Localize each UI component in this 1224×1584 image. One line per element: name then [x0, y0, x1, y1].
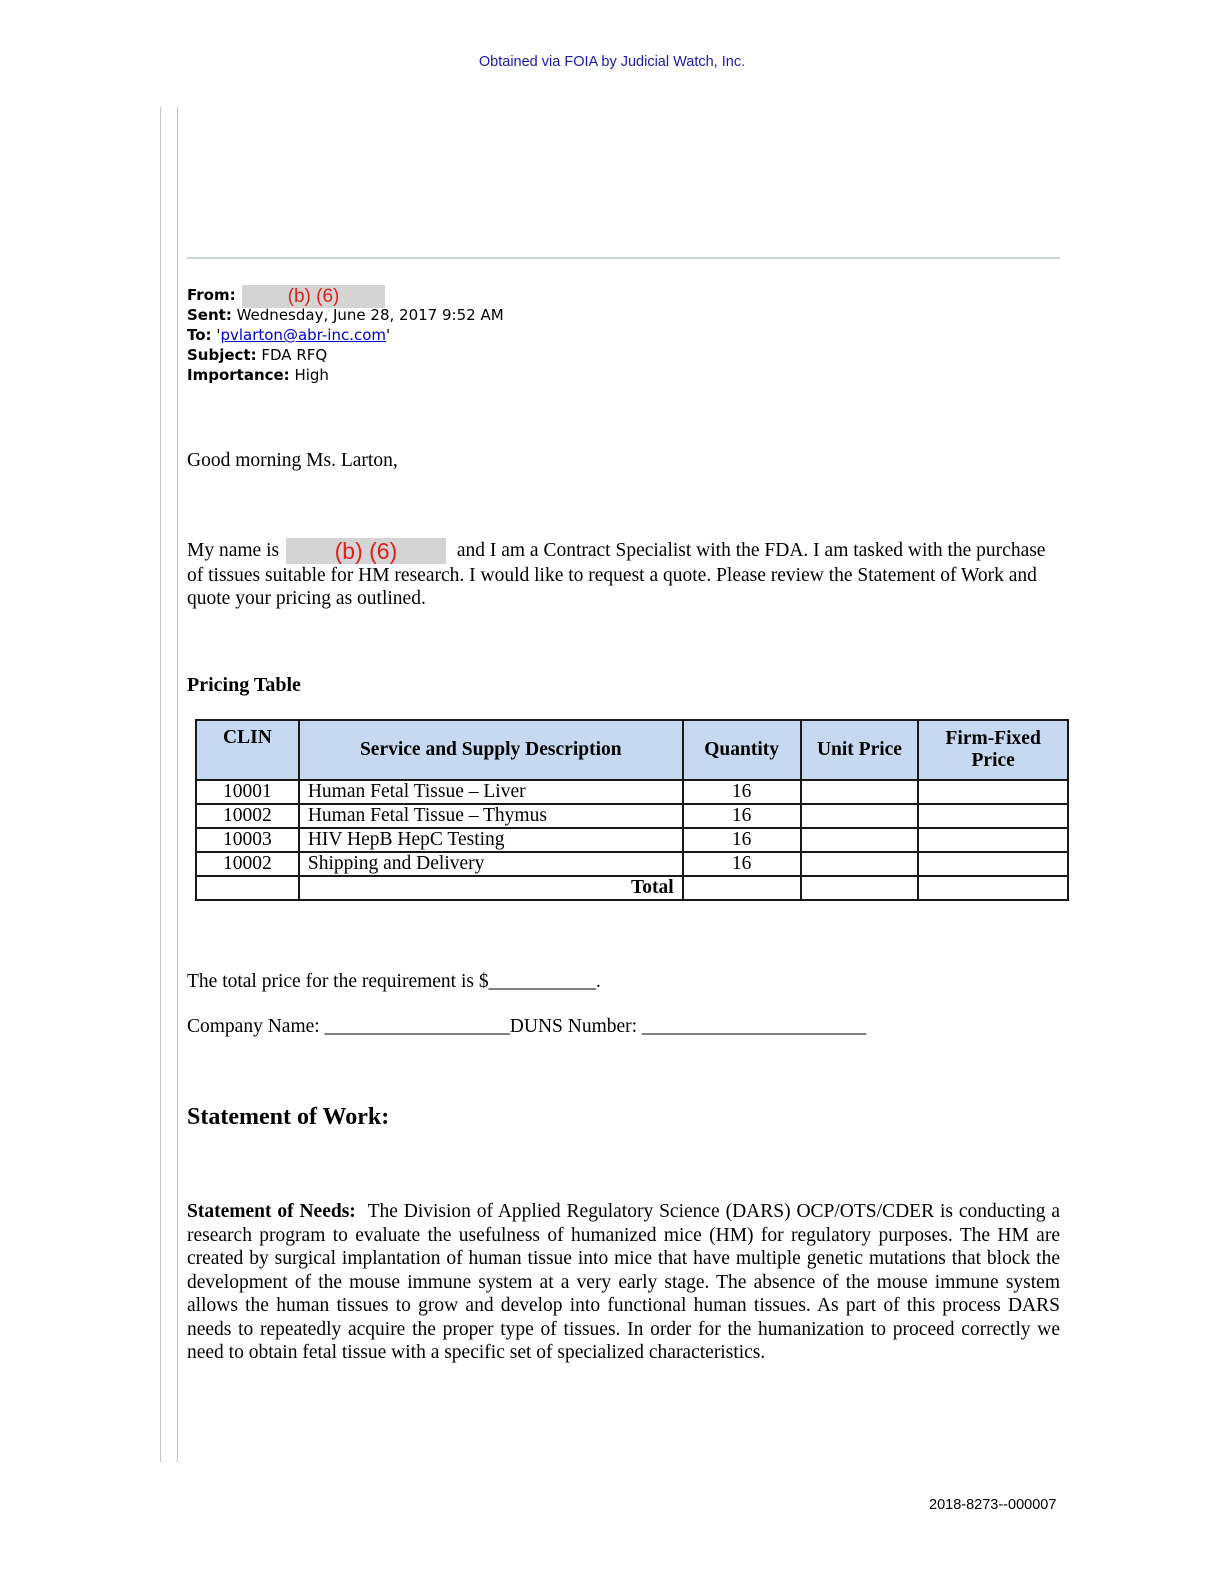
from-label: From:: [187, 286, 236, 304]
clin-cell: 10003: [196, 828, 299, 852]
sent-value: Wednesday, June 28, 2017 9:52 AM: [236, 306, 504, 324]
clin-cell: 10002: [196, 852, 299, 876]
company-duns-line: Company Name: ___________________DUNS Number: _______________________: [187, 1016, 867, 1037]
from-redaction: (b) (6): [242, 285, 385, 308]
intro-after: and I am a Contract Specialist with the FDA. I am tasked with the purchase of tissues suitable for HM research. I would like to request a quote. Please review the Statement of Work and quote your pricing as outlined.: [187, 540, 1046, 609]
description-cell: HIV HepB HepC Testing: [299, 828, 683, 852]
subject-label: Subject:: [187, 346, 257, 364]
quantity-cell: 16: [683, 828, 801, 852]
sent-label: Sent:: [187, 306, 232, 324]
total-price-cell[interactable]: [918, 876, 1068, 900]
margin-line: [177, 107, 178, 1462]
column-header: CLIN: [196, 720, 299, 780]
empty-cell: [196, 876, 299, 900]
to-quote-open: ': [216, 326, 221, 344]
subject-row: [187, 345, 504, 365]
importance-label: Importance:: [187, 366, 290, 384]
quantity-cell: 16: [683, 780, 801, 804]
pricing-table: [195, 719, 1069, 901]
clin-cell: 10001: [196, 780, 299, 804]
unit-price-cell[interactable]: [801, 780, 919, 804]
description-cell: Shipping and Delivery: [299, 852, 683, 876]
description-cell: Human Fetal Tissue – Liver: [299, 780, 683, 804]
empty-cell: [801, 876, 919, 900]
to-label: To:: [187, 326, 212, 344]
firm-fixed-price-cell[interactable]: [918, 852, 1068, 876]
column-header: Firm-Fixed Price: [918, 720, 1068, 780]
document-number: 2018-8273--000007: [929, 1497, 1057, 1513]
table-row: [196, 828, 1068, 852]
firm-fixed-price-cell[interactable]: [918, 780, 1068, 804]
table-row: [196, 804, 1068, 828]
to-row: [187, 325, 504, 345]
total-row: [196, 876, 1068, 900]
header-divider: [187, 257, 1060, 259]
importance-value: High: [294, 366, 329, 384]
statement-of-work-title: Statement of Work:: [187, 1104, 390, 1130]
pricing-table-title: Pricing Table: [187, 674, 301, 696]
sent-row: [187, 305, 504, 325]
margin-line: [160, 107, 161, 1462]
to-email-link[interactable]: pvlarton@abr-inc.com: [220, 326, 387, 344]
importance-row: [187, 365, 504, 385]
firm-fixed-price-cell[interactable]: [918, 828, 1068, 852]
needs-label: Statement of Needs:: [187, 1201, 356, 1222]
quantity-cell: 16: [683, 852, 801, 876]
unit-price-cell[interactable]: [801, 804, 919, 828]
needs-text: The Division of Applied Regulatory Science (DARS) OCP/OTS/CDER is conducting a research program to evaluate the usefulness of humanized mice (HM) for regulatory purposes. The HM are created by surgical implantation of human tissue into mice that have multiple genetic mutations that block the development of the mouse immune system at a very early stage. The absence of the mouse immune system allows the human tissues to grow and develop into functional human tissues. As part of this process DARS needs to repeatedly acquire the proper type of tissues. In order for the humanization to proceed correctly we need to obtain fetal tissue with a specific set of specialized characteristics.: [187, 1201, 1061, 1363]
description-cell: Human Fetal Tissue – Thymus: [299, 804, 683, 828]
column-header: Service and Supply Description: [299, 720, 683, 780]
subject-value: FDA RFQ: [261, 346, 328, 364]
table-row: [196, 852, 1068, 876]
unit-price-cell[interactable]: [801, 852, 919, 876]
total-price-line: The total price for the requirement is $___________.: [187, 971, 601, 992]
table-row: [196, 780, 1068, 804]
statement-of-needs-paragraph: [187, 1200, 1060, 1365]
foia-watermark: Obtained via FOIA by Judicial Watch, Inc.: [478, 54, 746, 70]
column-header: Quantity: [683, 720, 801, 780]
empty-cell: [683, 876, 801, 900]
table-header-row: [196, 720, 1068, 780]
intro-paragraph: [187, 538, 1060, 610]
name-redaction: (b) (6): [286, 538, 446, 564]
email-header: [187, 285, 504, 385]
total-label: Total: [299, 876, 683, 900]
column-header: Unit Price: [801, 720, 919, 780]
to-quote-close: ': [386, 326, 391, 344]
quantity-cell: 16: [683, 804, 801, 828]
intro-before: My name is: [187, 540, 280, 561]
from-row: [187, 285, 504, 305]
clin-cell: 10002: [196, 804, 299, 828]
firm-fixed-price-cell[interactable]: [918, 804, 1068, 828]
unit-price-cell[interactable]: [801, 828, 919, 852]
greeting: Good morning Ms. Larton,: [187, 450, 398, 471]
